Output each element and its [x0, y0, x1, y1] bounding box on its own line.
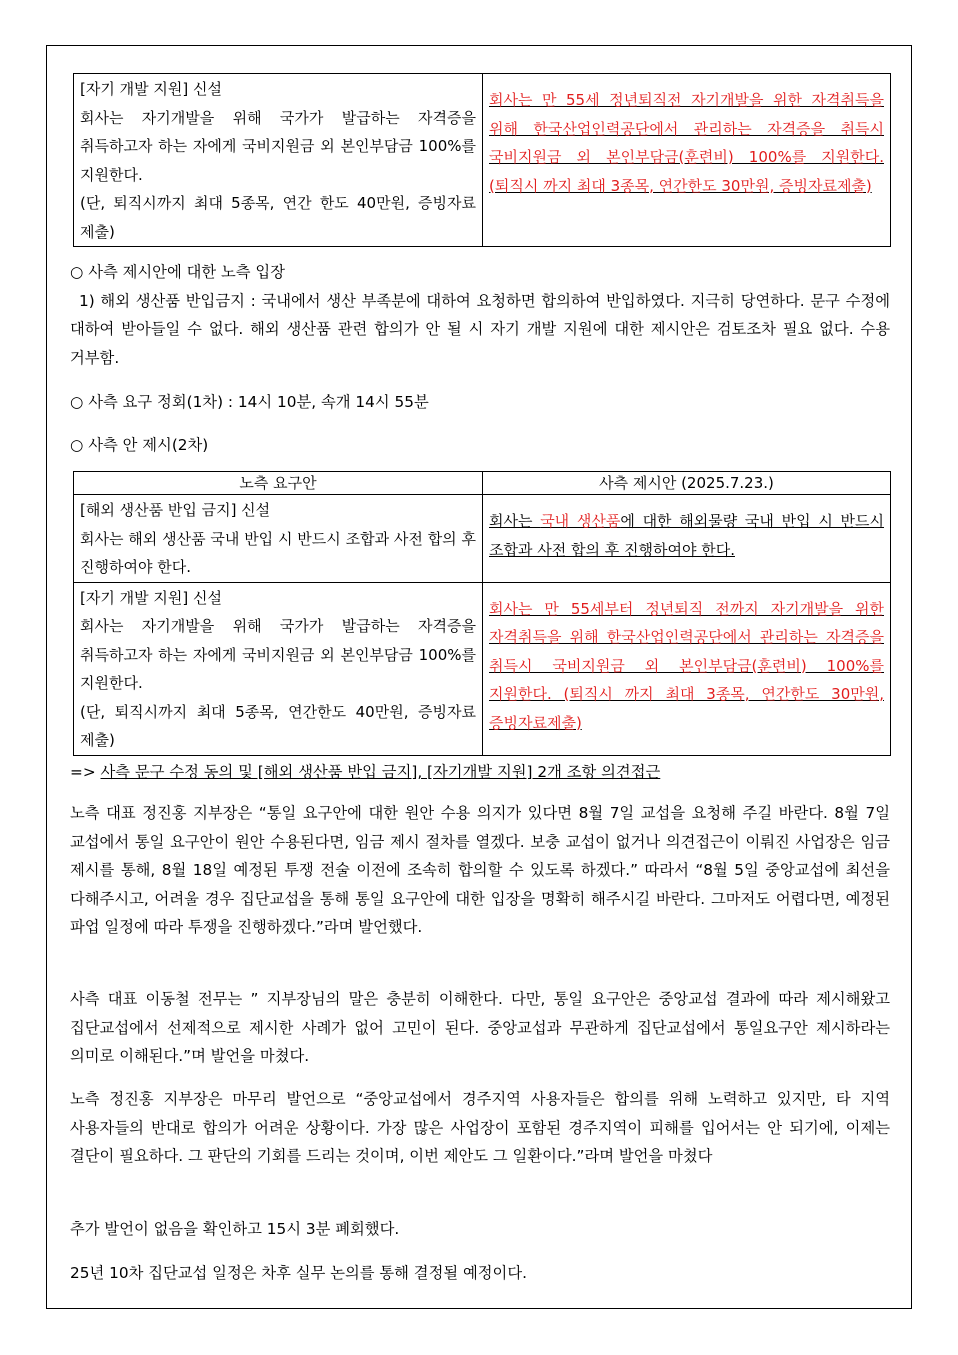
clause-body: 회사는 해외 생산품 국내 반입 시 반드시 조합과 사전 합의 후 진행하여야 한다.	[80, 529, 476, 576]
company-proposal-cell	[483, 74, 891, 247]
company-proposal-text: 회사는 만 55세부터 정년퇴직 전까지 자기개발을 위한 자격취득을 위해 한국산업인력공단에서 관리하는 자격증을 취득시 국비지원금 외 본인부담금(훈련비) 100%를 지원한다. (퇴직시 까지 최대 3종목, 연간한도 30만원, 증빙자료제출)	[489, 599, 884, 732]
clause-body: 회사는 자기개발을 위해 국가가 발급하는 자격증을 취득하고자 하는 자에게 국비지원금 외 본인부담금 100%를 지원한다.	[80, 617, 476, 692]
section-recess	[70, 388, 890, 417]
agreement-text: 사측 문구 수정 동의 및 [해외 생산품 반입 금지], [자기개발 지원] 2개 조항 의견접근	[100, 763, 661, 781]
company-proposal-cell	[483, 582, 891, 755]
section-paragraph: 1) 해외 생산품 반입금지 : 국내에서 생산 부족분에 대하여 요청하면 합의하여 반입하였다. 지극히 당연하다. 문구 수정에 대하여 받아들일 수 없다. 해외 생산품 관련 합의가 안 될 시 자기 개발 지원에 대한 제시안은 검토조차 필요 없다. 수용 거부함.	[70, 291, 890, 367]
paragraph-union-rep: 노측 대표 정진홍 지부장은 “통일 요구안에 대한 원안 수용 의지가 있다면 8월 7일 교섭을 요청해 주길 바란다. 8월 7일 교섭에서 통일 요구안이 원안 수용된다면, 임금 제시 절차를 열겠다. 보충 교섭이 없거나 의견접근이 이뤄진 사업장은 임금 제시를 통해, 8월 18일 예정된 투쟁 전술 이전에 조속히 합의할 수 있도록 하겠다.” 따라서 “8월 5일 중앙교섭에 최선을 다해주시고, 어려울 경우 집단교섭을 통해 통일 요구안에 대한 입장을 명확히 해주시길 바란다. 그마저도 어렵다면, 예정된 파업 일정에 따라 투쟁을 진행하겠다.”라며 발언했다.	[70, 804, 890, 936]
paragraph-adjourn: 추가 발언이 없음을 확인하고 15시 3분 폐회했다.	[70, 1220, 400, 1238]
section-heading: ○ 사측 요구 정회(1차) : 14시 10분, 속개 14시 55분	[70, 393, 429, 411]
clause-body: 회사는 자기개발을 위해 국가가 발급하는 자격증을 취득하고자 하는 자에게 국비지원금 외 본인부담금 100%를 지원한다.	[80, 108, 476, 184]
union-demand-cell	[74, 74, 483, 247]
union-demand-cell	[74, 582, 483, 755]
proposal-table-2	[73, 471, 891, 756]
section-second-proposal	[70, 431, 890, 460]
section-heading: ○ 사측 제시안에 대한 노측 입장	[70, 263, 285, 281]
paragraph-company-rep: 사측 대표 이동철 전무는 ” 지부장님의 말은 충분히 이해한다. 다만, 통일 요구안은 중앙교섭 결과에 따라 제시해왔고 집단교섭에서 선제적으로 제시한 사례가 없어 고민이 된다. 중앙교섭과 무관하게 집단교섭에서 통일요구안 제시하라는 의미로 이해된다.”며 발언을 마쳤다.	[70, 990, 890, 1065]
company-proposal-text: 회사는 만 55세 정년퇴직전 자기개발을 위한 자격취득을 위해 한국산업인력공단에서 관리하는 자격증을 취득시 국비지원금 외 본인부담금(훈련비) 100%를 지원한다. (퇴직시 까지 최대 3종목, 연간한도 30만원, 증빙자료제출)	[489, 91, 884, 195]
union-demand-cell	[74, 495, 483, 583]
header-company-proposal: 사측 제시안 (2025.7.23.)	[483, 472, 891, 495]
section-heading: ○ 사측 안 제시(2차)	[70, 436, 209, 454]
proposal-text-a: 회사는	[489, 512, 541, 530]
section-union-position	[70, 258, 890, 372]
clause-title: [해외 생산품 반입 금지] 신설	[80, 501, 271, 519]
agreement-summary	[70, 758, 890, 787]
clause-title: [자기 개발 지원] 신설	[80, 80, 222, 98]
paragraph-closing-remark: 노측 정진홍 지부장은 마무리 발언으로 “중앙교섭에서 경주지역 사용자들은 합의를 위해 노력하고 있지만, 타 지역 사용자들의 반대로 합의가 어려운 상황이다. 가장 많은 사업장이 포함된 경주지역이 피해를 입어서는 안 되기에, 이제는 결단이 필요하다. 그 판단의 기회를 드리는 것이며, 이번 제안도 그 일환이다.”라며 발언을 마쳤다	[70, 1090, 890, 1165]
proposal-text-c: 에 대한 해외물량 국내 반입 시 반드시 조합과 사전 합의 후 진행하여야 한다.	[489, 512, 884, 559]
proposal-highlight: 국내 생산품	[540, 512, 621, 530]
proposal-table-1	[73, 73, 891, 247]
paragraph-next-schedule: 25년 10차 집단교섭 일정은 차후 실무 논의를 통해 결정될 예정이다.	[70, 1264, 527, 1282]
company-proposal-cell	[483, 495, 891, 583]
clause-note: (단, 퇴직시까지 최대 5종목, 연간 한도 40만원, 증빙자료 제출)	[80, 194, 476, 241]
clause-note: (단, 퇴직시까지 최대 5종목, 연간한도 40만원, 증빙자료 제출)	[80, 702, 476, 749]
clause-title: [자기 개발 지원] 신설	[80, 588, 222, 607]
arrow-prefix: =>	[70, 763, 101, 781]
header-union-demand: 노측 요구안	[74, 472, 483, 495]
